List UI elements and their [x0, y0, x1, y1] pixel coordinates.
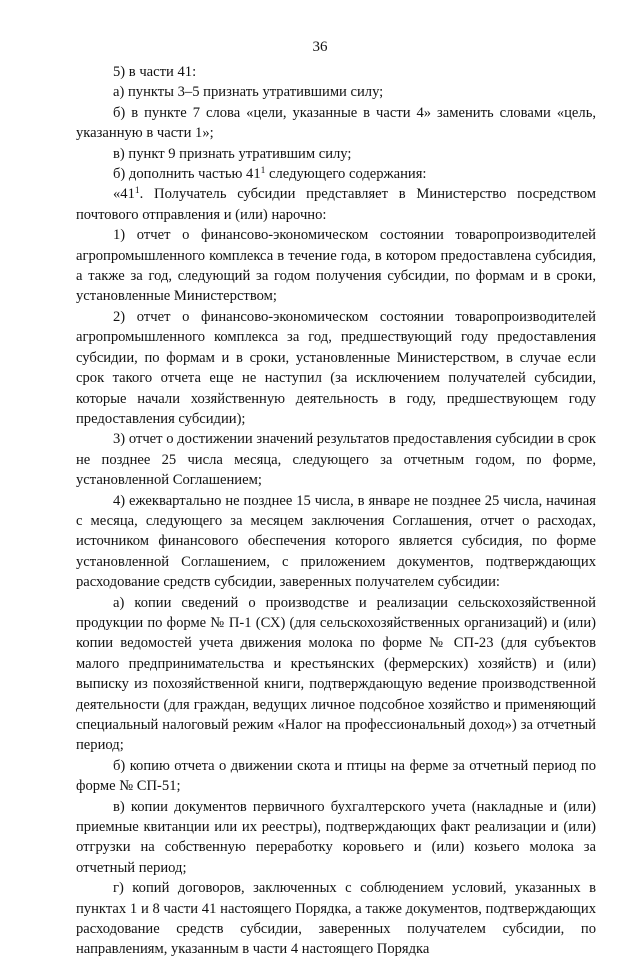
page-number: 36 [312, 39, 328, 55]
paragraph-part-41-1 [76, 184, 596, 225]
paragraph-item-a: а) пункты 3–5 признать утратившими силу; [113, 84, 384, 101]
paragraph-add-part [76, 164, 596, 184]
paragraph-report-2: 2) отчет о финансово-экономическом состоянии товаропроизводителей агропромышленного комплекса за год, предшествующий году предоставления субсидии, по формам и в сроки, установленные Министерством, в случае если срок такого отчета еще не наступил (за исключением получателей субсидии, которые начали хозяйственную деятельность в году, предшествующем году предоставления субсидии); [76, 308, 596, 427]
document-body [76, 62, 596, 960]
paragraph-report-1: 1) отчет о финансово-экономическом состоянии товаропроизводителей агропромышленного комплекса в течение года, в котором предоставлена субсидия, а также за год, следующий за годом получения субсидии, по формам и в сроки, установленные Министерством; [76, 227, 596, 305]
paragraph-sub-a: а) копии сведений о производстве и реализации сельскохозяйственной продукции по форме № П-1 (СХ) (для сельскохозяйственных организаций) и (или) копии ведомостей учета движения молока по форме № СП-23 (для субъектов малого предпринимательства и крестьянских (фермерских) хозяйств) и (или) выписку из похозяйственной книги, подтверждающую ведение производственной деятельности (для граждан, ведущих личное подсобное хозяйство и применяющий специальный налоговый режим «Налог на профессиональный доход») за отчетный период; [76, 594, 596, 754]
paragraph-report-3: 3) отчет о достижении значений результатов предоставления субсидии в срок не позднее 25 числа месяца, следующего за отчетным годом, по форме, установленной Соглашением; [76, 431, 596, 489]
paragraph-part-41: 5) в части 41: [113, 64, 197, 80]
paragraph-report-4: 4) ежеквартально не позднее 15 числа, в январе не позднее 25 числа, начиная с месяца, следующего за месяцем заключения Соглашения, отчет о расходах, источником финансового обеспечения которого является субсидия, по форме установленной Соглашением, с приложением документов, подтверждающих расходование средств субсидии, заверенных получателем субсидии: [76, 492, 596, 591]
text-fragment: б) дополнить частью 41 [113, 166, 261, 183]
text-fragment: . Получатель субсидии представляет в Министерство посредством почтового отправления и (или) нарочно: [76, 186, 596, 223]
paragraph-sub-v: в) копии документов первичного бухгалтерского учета (накладные и (или) приемные квитанции или их реестры), подтверждающих факт реализации и (или) отгрузки на собственную переработку коровьего и (или) козьего молока за отчетный период; [76, 798, 596, 876]
superscript: 1 [260, 166, 266, 177]
text-fragment: «41 [113, 186, 135, 203]
superscript: 1 [134, 186, 140, 197]
text-fragment: следующего содержания: [265, 166, 427, 183]
paragraph-sub-g: г) копий договоров, заключенных с соблюдением условий, указанных в пунктах 1 и 8 части 41 настоящего Порядка, а также документов, подтверждающих расходование средств субсидии, заверенных получателем субсидии, по направлениям, указанным в части 4 настоящего Порядка [76, 880, 596, 958]
paragraph-item-v: в) пункт 9 признать утратившим силу; [113, 145, 352, 162]
paragraph-sub-b: б) копию отчета о движении скота и птицы на ферме за отчетный период по форме № СП-51; [76, 757, 596, 795]
paragraph-item-b: б) в пункте 7 слова «цели, указанные в части 4» заменить словами «цель, указанную в части 1»; [76, 104, 596, 142]
